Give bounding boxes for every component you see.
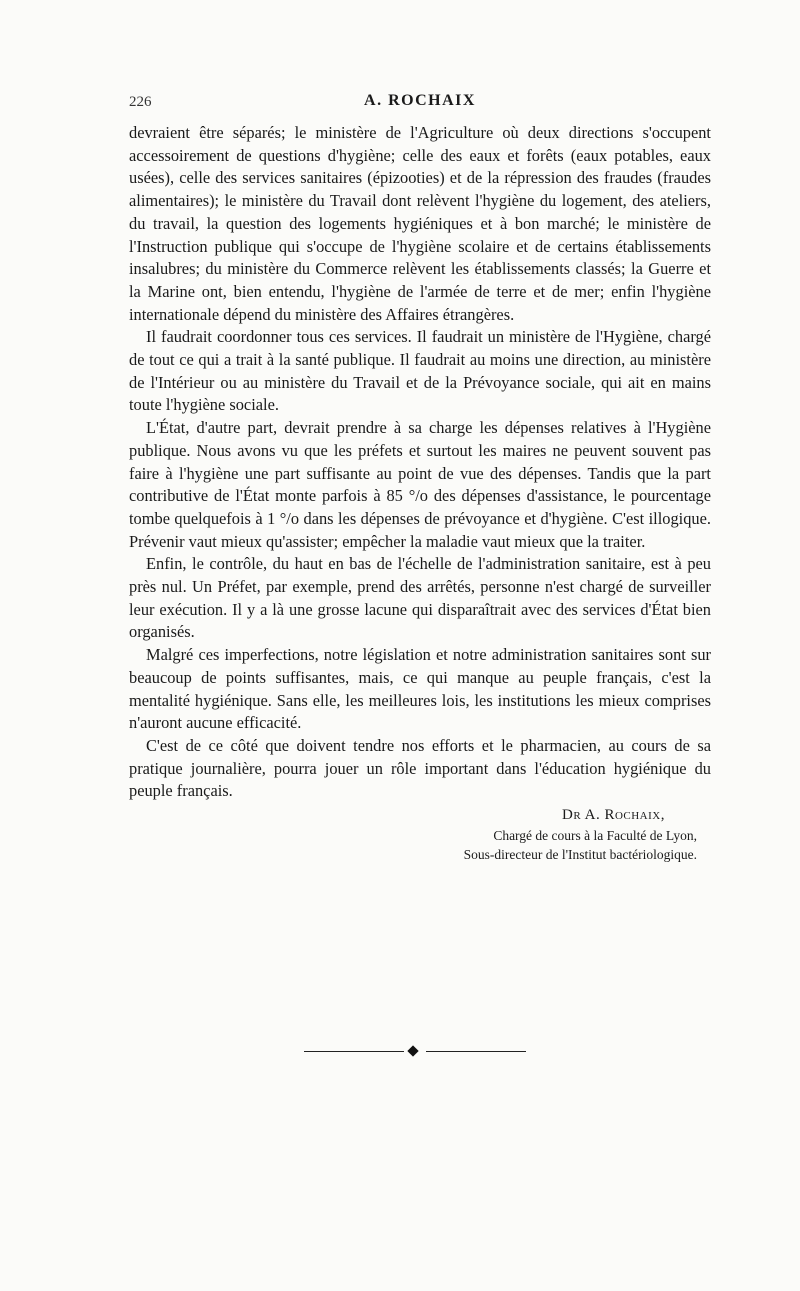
paragraph: devraient être séparés; le ministère de l'Agriculture où deux directions s'occupent accessoirement de questions d'hygiène; celle des eaux et forêts (eaux potables, eaux usées), celle des services sanitaires (épizooties) et de la répression des fraudes (fraudes alimentaires); le ministère du Travail dont relèvent l'hygiène du logement, des ateliers, du travail, la question des logements hygiéniques et à bon marché; le ministère de l'Instruction publique qui s'occupe de l'hygiène scolaire et de certains établissements insalubres; du ministère du Commerce relèvent les établissements classés; la Guerre et la Marine ont, bien entendu, l'hygiène de l'armée de terre et de mer; enfin l'hygiène internationale dépend du ministère des Affaires étrangères. [129, 123, 711, 324]
author-affiliation-2: Sous-directeur de l'Institut bactériologique. [463, 847, 697, 863]
page-content [129, 92, 711, 864]
author-affiliation-1: Chargé de cours à la Faculté de Lyon, [493, 828, 697, 844]
article-body [129, 122, 711, 803]
author-signature [129, 805, 711, 826]
section-divider [304, 1043, 526, 1061]
paragraph: Il faudrait coordonner tous ces services. Il faudrait un ministère de l'Hygiène, chargé de tout ce qui a trait à la santé publique. Il faudrait au moins une direction, au ministère de l'Intérieur ou au ministère du Travail et de la Prévoyance sociale, qui ait en mains toute l'hygiène sociale. [129, 327, 711, 415]
paragraph: Enfin, le contrôle, du haut en bas de l'échelle de l'administration sanitaire, est à peu près nul. Un Préfet, par exemple, prend des arrêtés, personne n'est chargé de surveiller leur exécution. Il y a là une grosse lacune qui disparaîtrait avec des services d'État bien organisés. [129, 554, 711, 642]
divider-line-right [426, 1051, 526, 1052]
divider-line-left [304, 1051, 404, 1052]
paragraph: Malgré ces imperfections, notre législation et notre administration sanitaires sont sur beaucoup de points suffisantes, mais, ce qui manque au peuple français, c'est la mentalité hygiénique. Sans elle, les meilleures lois, les institutions les mieux comprises n'auront aucune efficacité. [129, 645, 711, 733]
running-head: A. ROCHAIX [364, 92, 476, 109]
page-header [129, 92, 711, 122]
paragraph: C'est de ce côté que doivent tendre nos efforts et le pharmacien, au cours de sa pratique journalière, pourra jouer un rôle important dans l'éducation hygiénique du peuple français. [129, 735, 711, 801]
paragraph: L'État, d'autre part, devrait prendre à sa charge les dépenses relatives à l'Hygiène publique. Nous avons vu que les préfets et surtout les maires ne peuvent souvent pas faire à l'hygiène une part suffisante au point de vue des dépenses. Tandis que la part contributive de l'État monte parfois à 85 °/o des dépenses d'assistance, le pourcentage tombe quelquefois à 1 °/o dans les dépenses de prévoyance et d'hygiène. C'est illogique. Prévenir vaut mieux qu'assister; empêcher la maladie vaut mieux que la traiter. [129, 418, 711, 551]
diamond-ornament-icon [407, 1045, 418, 1056]
page-number: 226 [129, 94, 152, 110]
author-name: Dr A. Rochaix, [562, 807, 665, 824]
